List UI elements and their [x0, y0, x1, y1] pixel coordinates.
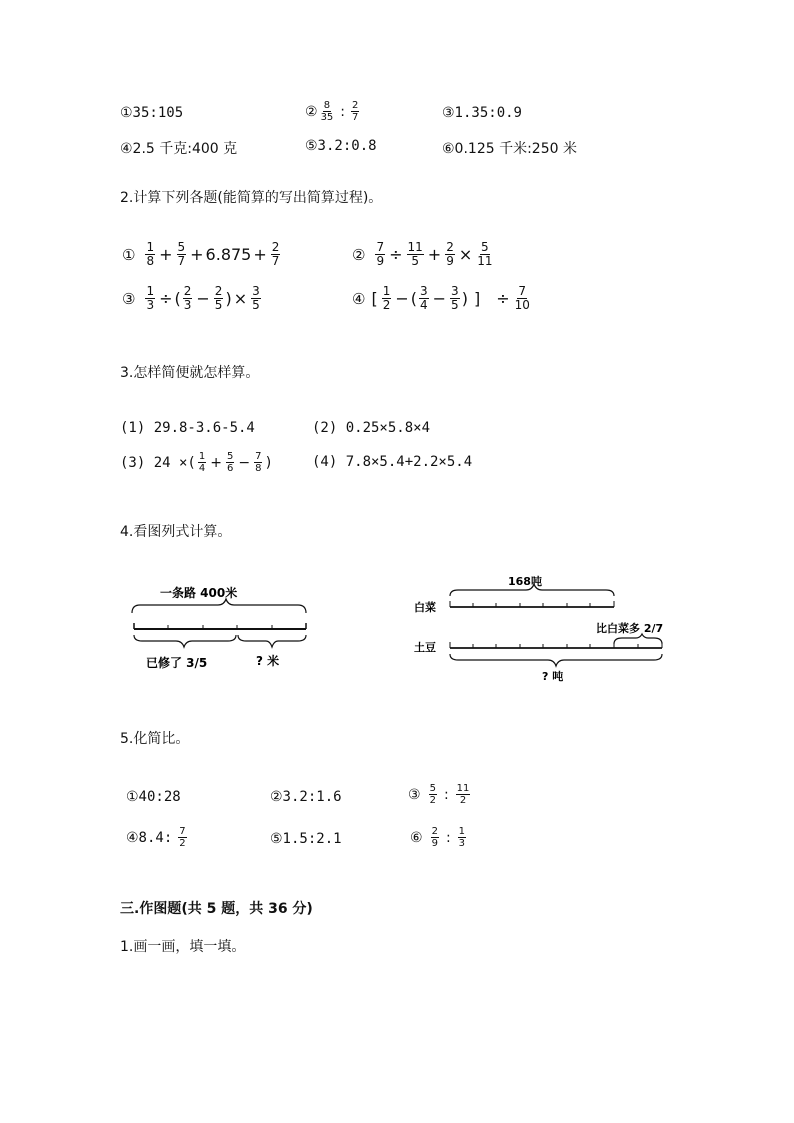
- drawing-q1: 1.画一画，填一填。: [120, 939, 246, 955]
- ratio-simplify-5: ⑤1.5:2.1: [270, 831, 342, 847]
- ratio-simplify-3: ③ $\frac{5}{2}$ : $\frac{11}{2}$: [408, 783, 470, 806]
- ratio-simplify-2: ②3.2:1.6: [270, 789, 342, 805]
- cabbage-amount-label: 168吨: [508, 575, 542, 588]
- calc-q2: ② $\frac{7}{9}$ ÷ $\frac{11}{5}$ + $\frac{2}{9}$ × $\frac{5}{11}$: [352, 240, 493, 268]
- section-heading-4: 4.看图列式计算。: [120, 524, 232, 540]
- road-total-label: 一条路 400米: [160, 586, 238, 600]
- potato-label: 土豆: [414, 641, 436, 654]
- section-heading-3: 3.怎样简便就怎样算。: [120, 365, 260, 381]
- cabbage-label: 白菜: [414, 601, 436, 614]
- diagram-road: [120, 575, 320, 680]
- calc-q4: ④ [ $\frac{1}{2}$ − ( $\frac{3}{4}$ − $\frac{3}{5}$ ) ] ÷ $\frac{7}{10}$: [352, 284, 530, 312]
- simplify-q2: (2) 0.25×5.8×4: [312, 420, 431, 436]
- potato-amount-label: ? 吨: [542, 670, 564, 683]
- section-heading-5: 5.化简比。: [120, 731, 190, 747]
- ratio-simplify-6: ⑥ $\frac{2}{9}$ : $\frac{1}{3}$: [410, 826, 466, 849]
- calc-q1: ① $\frac{1}{8}$ + $\frac{5}{7}$ + 6.875 + $\frac{2}{7}$: [122, 240, 280, 268]
- calc-q3: ③ $\frac{1}{3}$ ÷ ( $\frac{2}{3}$ − $\frac{2}{5}$ ) × $\frac{3}{5}$: [122, 284, 260, 312]
- ratio-simplify-1: ①40:28: [126, 789, 181, 805]
- ratio-simplify-4: ④8.4: $\frac{7}{2}$: [126, 826, 186, 849]
- road-done-label: 已修了 3/5: [146, 656, 208, 670]
- road-remaining-label: ? 米: [256, 654, 280, 668]
- section-heading-drawing: 三.作图题(共 5 题，共 36 分): [120, 901, 313, 917]
- simplify-q1: (1) 29.8-3.6-5.4: [120, 420, 255, 436]
- ratio-item-2: ② $\frac{8}{35}$ : $\frac{2}{7}$: [305, 100, 359, 123]
- ratio-item-1: ①35:105: [120, 105, 184, 121]
- ratio-item-3: ③1.35:0.9: [442, 105, 522, 121]
- section-heading-2: 2.计算下列各题(能简算的写出简算过程)。: [120, 190, 383, 206]
- ratio-item-4: ④2.5 千克:400 克: [120, 141, 238, 157]
- extra-note-label: 比白菜多 2/7: [596, 622, 664, 635]
- ratio-item-6: ⑥0.125 千米:250 米: [442, 141, 577, 157]
- ratio-item-5: ⑤3.2:0.8: [305, 138, 377, 154]
- simplify-q4: (4) 7.8×5.4+2.2×5.4: [312, 454, 473, 470]
- simplify-q3: (3) 24 ×( $\frac{1}{4}$ + $\frac{5}{6}$ − $\frac{7}{8}$ ): [120, 451, 273, 474]
- diagram-vegetables: [410, 570, 670, 685]
